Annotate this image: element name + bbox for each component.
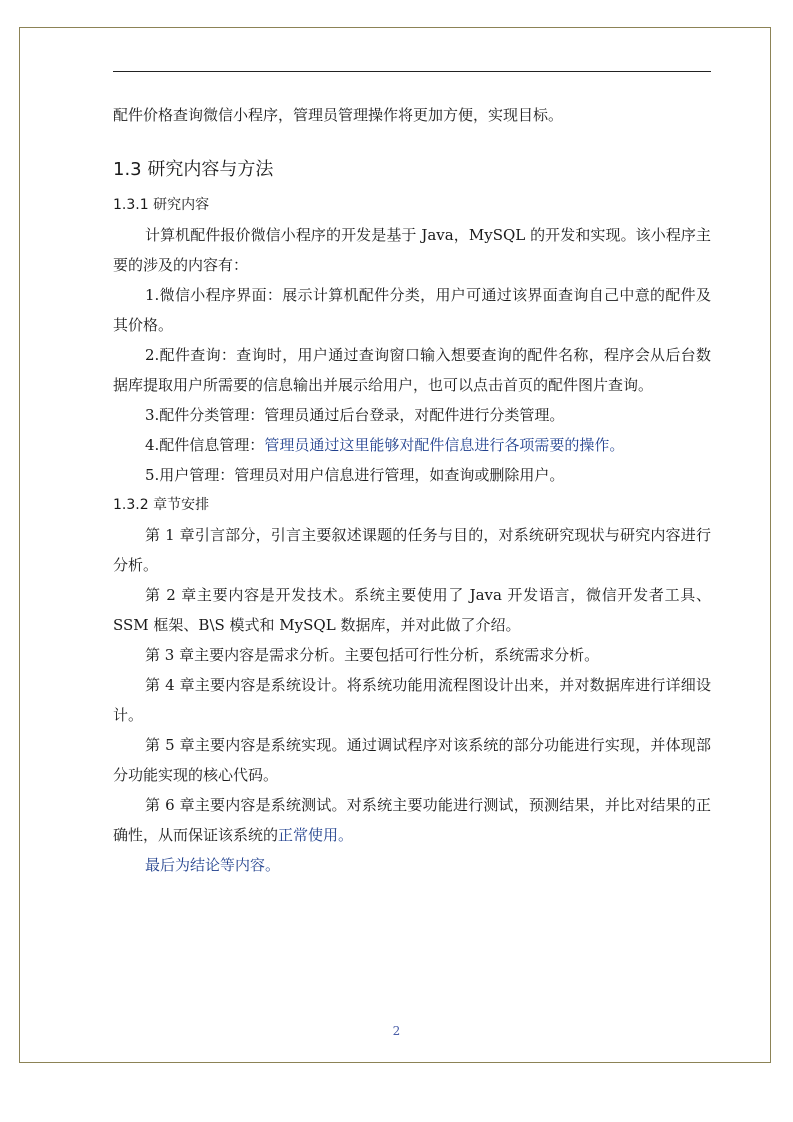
research-item-1: 1.微信小程序界面：展示计算机配件分类，用户可通过该界面查询自己中意的配件及其价格。	[113, 286, 711, 334]
intro-line: 配件价格查询微信小程序，管理员管理操作将更加方便，实现目标。	[113, 106, 564, 124]
research-item-2: 2.配件查询：查询时，用户通过查询窗口输入想要查询的配件名称，程序会从后台数据库提取用户所需要的信息输出并展示给用户，也可以点击首页的配件图片查询。	[113, 346, 711, 394]
chapter-6-text: 第 6 章主要内容是系统测试。对系统主要功能进行测试，预测结果，并比对结果的正确性，从而保证该系统的	[113, 796, 711, 844]
chapter-3-paragraph: 第 3 章主要内容是需求分析。主要包括可行性分析，系统需求分析。	[145, 646, 600, 664]
page-number: 2	[392, 1024, 401, 1038]
research-item-5: 5.用户管理：管理员对用户信息进行管理，如查询或删除用户。	[145, 466, 565, 484]
page-content	[113, 100, 711, 880]
header-rule	[113, 71, 711, 72]
subsection-heading-chapters: 1.3.2 章节安排	[113, 497, 210, 513]
chapter-6-paragraph	[113, 790, 711, 850]
chapter-1-paragraph: 第 1 章引言部分，引言主要叙述课题的任务与目的，对系统研究现状与研究内容进行分析。	[113, 526, 711, 574]
section-heading: 1.3 研究内容与方法	[113, 159, 274, 180]
research-item-4-label: 4.配件信息管理：	[145, 436, 265, 454]
conclusion-line: 最后为结论等内容。	[145, 856, 281, 874]
chapter-6-emphasis: 正常使用。	[278, 826, 354, 844]
research-intro-paragraph: 计算机配件报价微信小程序的开发是基于 Java，MySQL 的开发和实现。该小程序主要的涉及的内容有：	[113, 226, 711, 274]
chapter-5-paragraph: 第 5 章主要内容是系统实现。通过调试程序对该系统的部分功能进行实现，并体现部分功能实现的核心代码。	[113, 736, 711, 784]
chapter-4-paragraph: 第 4 章主要内容是系统设计。将系统功能用流程图设计出来，并对数据库进行详细设计。	[113, 676, 711, 724]
chapter-2-paragraph: 第 2 章主要内容是开发技术。系统主要使用了 Java 开发语言，微信开发者工具、SSM 框架、B\S 模式和 MySQL 数据库，并对此做了介绍。	[113, 586, 711, 634]
research-item-4-text: 管理员通过这里能够对配件信息进行各项需要的操作。	[264, 436, 625, 454]
research-item-3: 3.配件分类管理：管理员通过后台登录，对配件进行分类管理。	[145, 406, 565, 424]
research-item-4	[113, 430, 711, 460]
subsection-heading-research: 1.3.1 研究内容	[113, 197, 210, 213]
